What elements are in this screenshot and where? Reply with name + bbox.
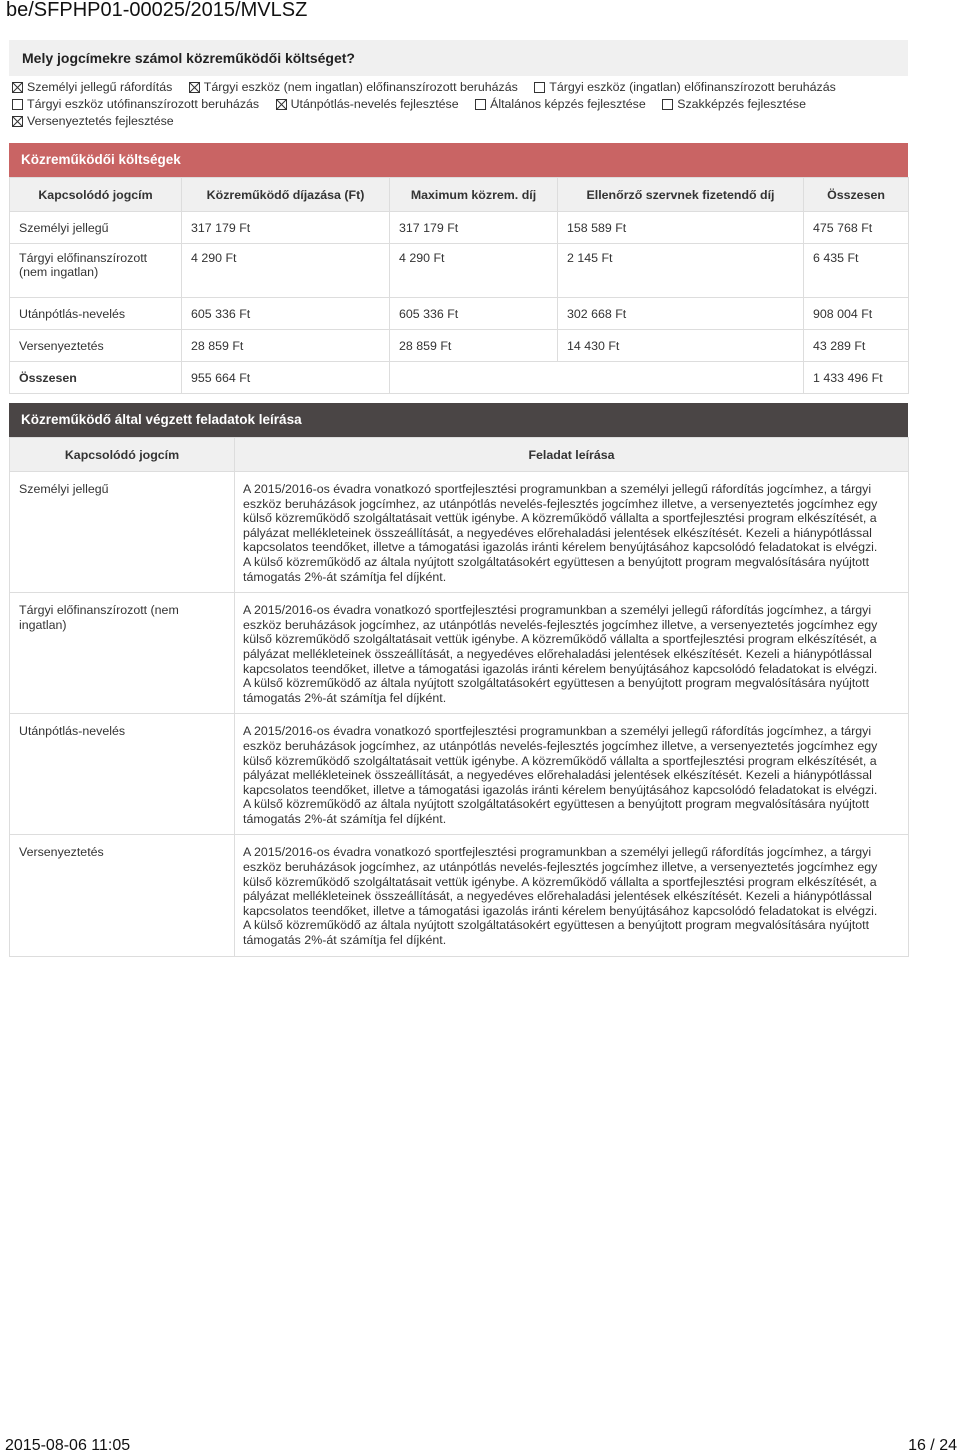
footer-datetime: 2015-08-06 11:05 <box>5 1437 131 1454</box>
tasks-table-header-row <box>10 438 909 472</box>
column-header-legal-title: Kapcsolódó jogcím <box>10 438 235 472</box>
column-header-total: Összesen <box>804 178 909 212</box>
checkbox-checked-icon <box>189 82 200 93</box>
checkbox-unchecked-icon <box>662 99 673 110</box>
checkbox-asset-postfinanced[interactable] <box>12 96 259 113</box>
cell-task-description: A 2015/2016-os évadra vonatkozó sportfejlesztési programunkban a személyi jellegű ráfordítás jogcímhez, a tárgyi eszköz beruházások jogcímhez, az utánpótlás nevelés-fejlesztés jogcímhez illetve, a versenyeztetés jogcímhez egy külső közreműködő szolgáltatásait vettük igénybe. A közreműködő vállalta a sportfejlesztési program elkészítését, a pályázat mellékleteinek összeállítását, a negyedéves előrehaladási jelentések elkészítését. Kezeli a hiánypótlással kapcsolatos teendőket, illetve a támogatási igazolás iránti kérelem benyújtásához kapcsolódó feladatokat is elvégzi. A külső közreműködő az általa nyújtott szolgáltatásokért együttesen a benyújtott program megvalósítására nyújtott támogatás 2%-át számítja fel díjként. <box>235 714 909 835</box>
column-header-task-description: Feladat leírása <box>235 438 909 472</box>
footer-page-number: 16 / 24 <box>908 1437 957 1454</box>
table-row <box>10 835 909 956</box>
checkbox-line-2 <box>12 96 908 113</box>
checkbox-vocational-training[interactable] <box>662 96 806 113</box>
checkbox-checked-icon <box>12 82 23 93</box>
checkbox-label: Tárgyi eszköz (nem ingatlan) előfinanszírozott beruházás <box>203 80 518 94</box>
cell-task-description: A 2015/2016-os évadra vonatkozó sportfejlesztési programunkban a személyi jellegű ráfordítás jogcímhez, a tárgyi eszköz beruházások jogcímhez, az utánpótlás nevelés-fejlesztés jogcímhez illetve, a versenyeztetés jogcímhez egy külső közreműködő szolgáltatásait vettük igénybe. A közreműködő vállalta a sportfejlesztési program elkészítését, a pályázat mellékleteinek összeállítását, a negyedéves előrehaladási jelentések elkészítését. Kezeli a hiánypótlással kapcsolatos teendőket, illetve a támogatási igazolás iránti kérelem benyújtásához kapcsolódó feladatokat is elvégzi. A külső közreműködő az általa nyújtott szolgáltatásokért együttesen a benyújtott program megvalósítására nyújtott támogatás 2%-át számítja fel díjként. <box>235 472 909 593</box>
checkbox-asset-non-property-prefinanced[interactable] <box>189 79 518 96</box>
cell-fee: 317 179 Ft <box>182 212 390 244</box>
cell-summary-fee: 955 664 Ft <box>182 362 390 394</box>
cell-summary-total: 1 433 496 Ft <box>804 362 909 394</box>
checkbox-personal-expenses[interactable] <box>12 79 172 96</box>
checkbox-checked-icon <box>276 99 287 110</box>
question-title: Mely jogcímekre számol közreműködői költséget? <box>9 40 908 76</box>
cell-control-fee: 14 430 Ft <box>558 330 804 362</box>
cell-total: 475 768 Ft <box>804 212 909 244</box>
document-id: be/SFPHP01-00025/2015/MVLSZ <box>6 0 308 21</box>
column-header-legal-title: Kapcsolódó jogcím <box>10 178 182 212</box>
cell-max-fee: 605 336 Ft <box>390 298 558 330</box>
table-row <box>10 298 909 330</box>
table-row <box>10 330 909 362</box>
cell-total: 6 435 Ft <box>804 244 909 298</box>
cell-control-fee: 158 589 Ft <box>558 212 804 244</box>
checkbox-label: Szakképzés fejlesztése <box>677 97 806 111</box>
checkbox-label: Személyi jellegű ráfordítás <box>27 80 173 94</box>
cell-legal-title: Tárgyi előfinanszírozott (nem ingatlan) <box>10 593 235 714</box>
checkbox-label: Tárgyi eszköz (ingatlan) előfinanszírozott beruházás <box>549 80 836 94</box>
cell-max-fee: 4 290 Ft <box>390 244 558 298</box>
column-header-fee: Közreműködő díjazása (Ft) <box>182 178 390 212</box>
table-row <box>10 593 909 714</box>
tasks-section-header: Közreműködő által végzett feladatok leírása <box>9 403 908 437</box>
cell-legal-title: Személyi jellegű <box>10 472 235 593</box>
checkbox-unchecked-icon <box>475 99 486 110</box>
cell-legal-title: Utánpótlás-nevelés <box>10 298 182 330</box>
table-row <box>10 212 909 244</box>
tasks-table <box>9 437 909 957</box>
cell-fee: 4 290 Ft <box>182 244 390 298</box>
cell-legal-title: Tárgyi előfinanszírozott (nem ingatlan) <box>10 244 182 298</box>
cell-fee: 605 336 Ft <box>182 298 390 330</box>
legal-title-checkbox-group <box>12 79 908 130</box>
checkbox-label: Tárgyi eszköz utófinanszírozott beruházás <box>27 97 260 111</box>
cell-summary-label: Összesen <box>10 362 182 394</box>
cell-total: 908 004 Ft <box>804 298 909 330</box>
checkbox-general-training[interactable] <box>475 96 646 113</box>
summary-row <box>10 362 909 394</box>
checkbox-label: Utánpótlás-nevelés fejlesztése <box>290 97 459 111</box>
costs-table-header-row <box>10 178 909 212</box>
column-header-max-fee: Maximum közrem. díj <box>390 178 558 212</box>
cell-legal-title: Versenyeztetés <box>10 835 235 956</box>
costs-table <box>9 177 909 394</box>
table-row <box>10 714 909 835</box>
cell-task-description: A 2015/2016-os évadra vonatkozó sportfejlesztési programunkban a személyi jellegű ráfordítás jogcímhez, a tárgyi eszköz beruházások jogcímhez, az utánpótlás nevelés-fejlesztés jogcímhez illetve, a versenyeztetés jogcímhez egy külső közreműködő szolgáltatásait vettük igénybe. A közreműködő vállalta a sportfejlesztési program elkészítését, a pályázat mellékleteinek összeállítását, a negyedéves előrehaladási jelentések elkészítését. Kezeli a hiánypótlással kapcsolatos teendőket, illetve a támogatási igazolás iránti kérelem benyújtásához kapcsolódó feladatokat is elvégzi. A külső közreműködő az általa nyújtott szolgáltatásokért együttesen a benyújtott program megvalósítására nyújtott támogatás 2%-át számítja fel díjként. <box>235 593 909 714</box>
cell-control-fee: 2 145 Ft <box>558 244 804 298</box>
checkbox-youth-development[interactable] <box>276 96 459 113</box>
table-row <box>10 472 909 593</box>
column-header-control-fee: Ellenőrző szervnek fizetendő díj <box>558 178 804 212</box>
cell-control-fee: 302 668 Ft <box>558 298 804 330</box>
checkbox-unchecked-icon <box>12 99 23 110</box>
checkbox-competition-development[interactable] <box>12 113 174 130</box>
checkbox-label: Versenyeztetés fejlesztése <box>27 114 174 128</box>
cell-legal-title: Utánpótlás-nevelés <box>10 714 235 835</box>
cell-fee: 28 859 Ft <box>182 330 390 362</box>
costs-section-header: Közreműködői költségek <box>9 143 908 177</box>
cell-task-description: A 2015/2016-os évadra vonatkozó sportfejlesztési programunkban a személyi jellegű ráfordítás jogcímhez, a tárgyi eszköz beruházások jogcímhez, az utánpótlás nevelés-fejlesztés jogcímhez illetve, a versenyeztetés jogcímhez egy külső közreműködő szolgáltatásait vettük igénybe. A közreműködő vállalta a sportfejlesztési program elkészítését, a pályázat mellékleteinek összeállítását, a negyedéves előrehaladási jelentések elkészítését. Kezeli a hiánypótlással kapcsolatos teendőket, illetve a támogatási igazolás iránti kérelem benyújtásához kapcsolódó feladatokat is elvégzi. A külső közreműködő az általa nyújtott szolgáltatásokért együttesen a benyújtott program megvalósítására nyújtott támogatás 2%-át számítja fel díjként. <box>235 835 909 956</box>
cell-summary-empty <box>390 362 804 394</box>
cell-legal-title: Versenyeztetés <box>10 330 182 362</box>
cell-total: 43 289 Ft <box>804 330 909 362</box>
checkbox-asset-property-prefinanced[interactable] <box>534 79 836 96</box>
checkbox-label: Általános képzés fejlesztése <box>490 97 646 111</box>
table-row <box>10 244 909 298</box>
cell-legal-title: Személyi jellegű <box>10 212 182 244</box>
checkbox-checked-icon <box>12 116 23 127</box>
checkbox-line-1 <box>12 79 908 96</box>
checkbox-line-3 <box>12 113 908 130</box>
cell-max-fee: 28 859 Ft <box>390 330 558 362</box>
cell-max-fee: 317 179 Ft <box>390 212 558 244</box>
checkbox-unchecked-icon <box>534 82 545 93</box>
